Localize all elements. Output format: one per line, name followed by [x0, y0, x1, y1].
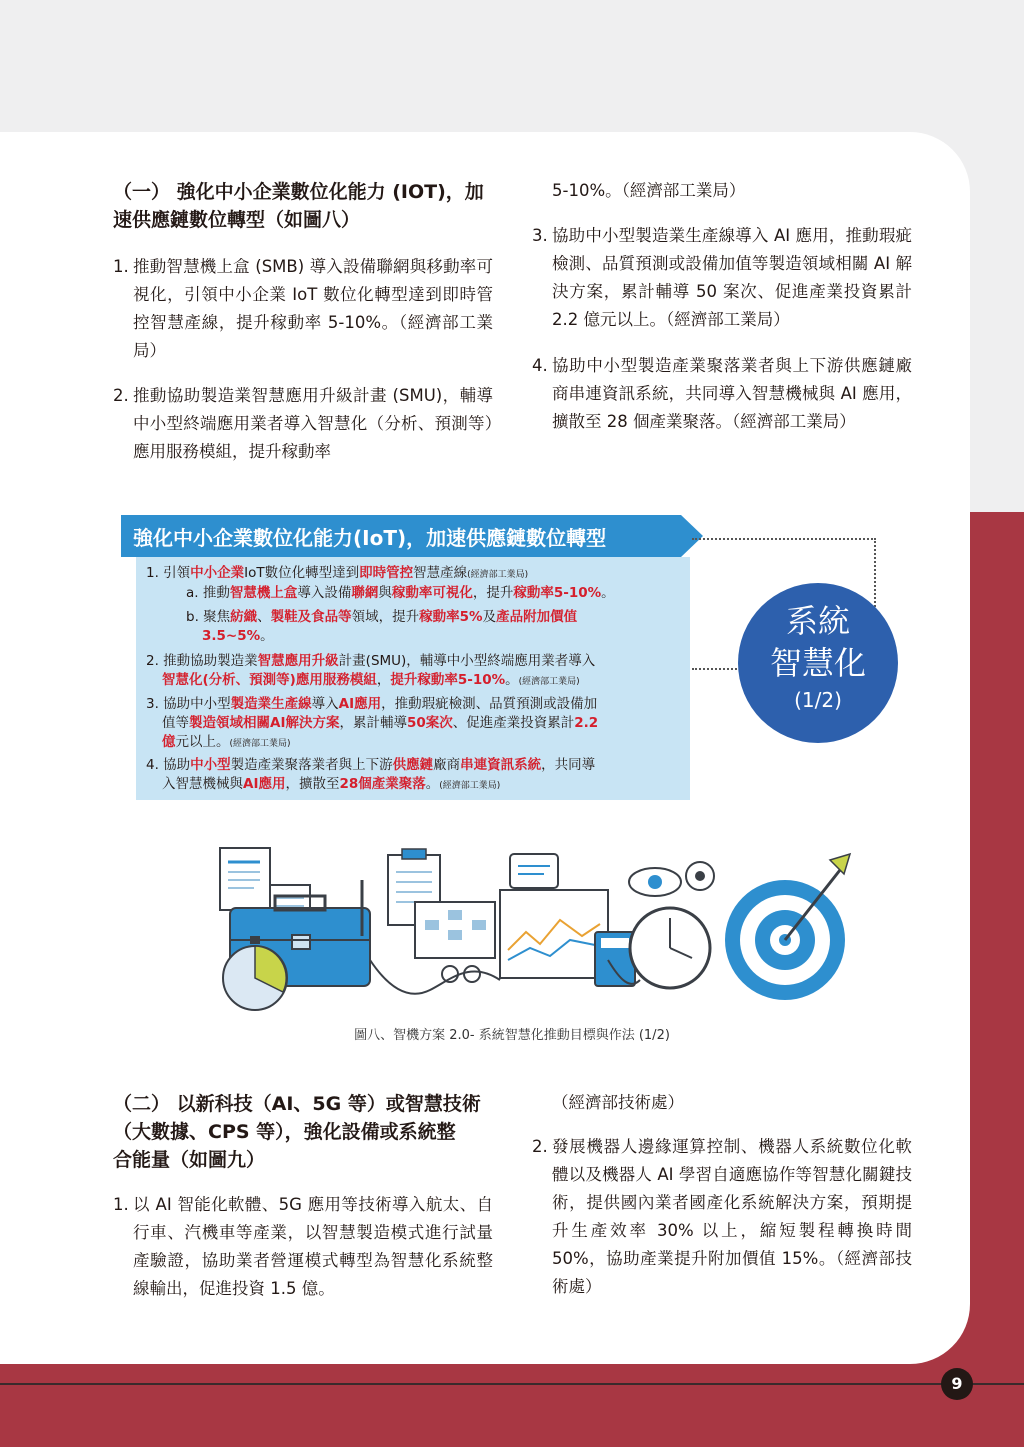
- section1-heading-line1: （一） 強化中小企業數位化能力 (IOT)，加: [113, 181, 484, 203]
- item-text: 5-10%。（經濟部工業局）: [552, 181, 746, 200]
- figure8-line: a. 推動智慧機上盒導入設備聯網與稼動率可視化，提升稼動率5-10%。: [186, 585, 615, 601]
- figure8-line: b. 聚焦紡織、製鞋及食品等領域，提升稼動率5%及產品附加價值: [186, 609, 578, 625]
- page-number: 9: [941, 1368, 973, 1400]
- item-number: 3.: [532, 226, 548, 245]
- item-number: 2.: [532, 1137, 548, 1156]
- figure8-line: 2. 推動協助製造業智慧應用升級計畫(SMU)，輔導中小型終端應用業者導入: [146, 653, 596, 669]
- section2-heading-line1: （二） 以新科技（AI、5G 等）或智慧技術: [113, 1093, 481, 1115]
- section2-heading-line2: （大數據、CPS 等），強化設備或系統整: [113, 1121, 456, 1143]
- figure8-line: 4. 協助中小型製造產業聚落業者與上下游供應鏈廠商串連資訊系統，共同導: [146, 757, 596, 773]
- figure8-line: 1. 引領中小企業IoT數位化轉型達到即時管控智慧產線(經濟部工業局): [146, 565, 529, 581]
- item-text: 發展機器人邊緣運算控制、機器人系統數位化軟體以及機器人 AI 學習自適應協作等智慧化關鍵技術，提供國內業者國產化系統解決方案，預期提升生產效率 30% 以上，縮短製程轉換時間 50%，協助產業提升附加價值 15%。（經濟部技術處）: [552, 1137, 912, 1296]
- section2-heading: [113, 1090, 498, 1174]
- flowchart-icon: [415, 902, 495, 958]
- figure8-title-banner: [121, 515, 705, 557]
- circle-text-line3: (1/2): [794, 688, 842, 712]
- system-intelligence-circle: [738, 583, 898, 743]
- item-number: 1.: [113, 1195, 129, 1214]
- clock-icon: [630, 908, 710, 988]
- section1-item-2: [113, 382, 493, 466]
- figure8-line: 3.5~5%。: [202, 628, 274, 644]
- circle-text-line2: 智慧化: [769, 644, 866, 682]
- section2-heading-line3: 合能量（如圖九）: [113, 1149, 266, 1171]
- item-text: 以 AI 智能化軟體、5G 應用等技術導入航太、自行車、汽機車等產業，以智慧製造模式進行試量產驗證，協助業者營運模式轉型為智慧化系統整線輸出，促進投資 1.5 億。: [133, 1195, 493, 1298]
- calculator-icon: [595, 932, 635, 986]
- top-band: [0, 0, 1024, 132]
- figure8-content-box: [136, 557, 690, 800]
- item-text: 推動智慧機上盒 (SMB) 導入設備聯網與移動率可視化，引領中小企業 IoT 數位化轉型達到即時管控智慧產線，提升稼動率 5-10%。（經濟部工業局）: [133, 257, 493, 360]
- figure8-line: 3. 協助中小型製造業生產線導入AI應用，推動瑕疵檢測、品質預測或設備加: [146, 696, 598, 712]
- section2-item-1: [113, 1191, 493, 1303]
- section1-item-3: [532, 222, 912, 334]
- section1-heading-line2: 速供應鏈數位轉型（如圖八）: [113, 209, 361, 231]
- figure8-line: 億元以上。(經濟部工業局): [162, 734, 291, 750]
- eye-icon: [629, 868, 681, 896]
- item-number: 2.: [113, 386, 129, 405]
- figure8-title: 強化中小企業數位化能力(IoT)，加速供應鏈數位轉型: [133, 526, 607, 550]
- item-text: （經濟部技術處）: [552, 1093, 684, 1112]
- section1-heading: [113, 178, 498, 234]
- smart-manufacturing-illustration: [210, 840, 860, 1020]
- section1-item-4: [532, 352, 912, 436]
- item-number: 1.: [113, 257, 129, 276]
- dashboard-chart-icon: [500, 890, 608, 978]
- figure8-line: 值等製造領域相關AI解決方案，累計輔導50案次、促進產業投資累計2.2: [162, 715, 599, 731]
- item-text: 協助中小型製造業生產線導入 AI 應用，推動瑕疵檢測、品質預測或設備加值等製造領域相關 AI 解決方案，累計輔導 50 案次、促進產業投資累計 2.2 億元以上。（經濟部工業局）: [552, 226, 912, 329]
- footer-rule: [0, 1383, 1024, 1385]
- item-number: 4.: [532, 356, 548, 375]
- section1-item-1: [113, 253, 493, 365]
- chat-bubble-icon: [510, 854, 558, 888]
- section2-item-1-continued: [532, 1089, 912, 1117]
- gear-icon: [686, 862, 714, 890]
- section2-item-2: [532, 1133, 912, 1301]
- figure8-line: 入智慧機械與AI應用，擴散至28個產業聚落。(經濟部工業局): [162, 776, 501, 792]
- figure8-line: 智慧化(分析、預測等)應用服務模組，提升稼動率5-10%。(經濟部工業局): [162, 672, 580, 688]
- section1-item-2-continued: [532, 177, 912, 205]
- target-icon: [725, 854, 850, 1000]
- item-text: 推動協助製造業智慧應用升級計畫 (SMU)，輔導中小型終端應用業者導入智慧化（分析、預測等）應用服務模組，提升稼動率: [133, 386, 493, 461]
- item-text: 協助中小型製造產業聚落業者與上下游供應鏈廠商串連資訊系統，共同導入智慧機械與 AI 應用，擴散至 28 個產業聚落。（經濟部工業局）: [552, 356, 912, 431]
- circle-text-line1: 系統: [785, 602, 850, 640]
- figure8-caption: 圖八、智機方案 2.0- 系統智慧化推動目標與作法 (1/2): [354, 1028, 670, 1043]
